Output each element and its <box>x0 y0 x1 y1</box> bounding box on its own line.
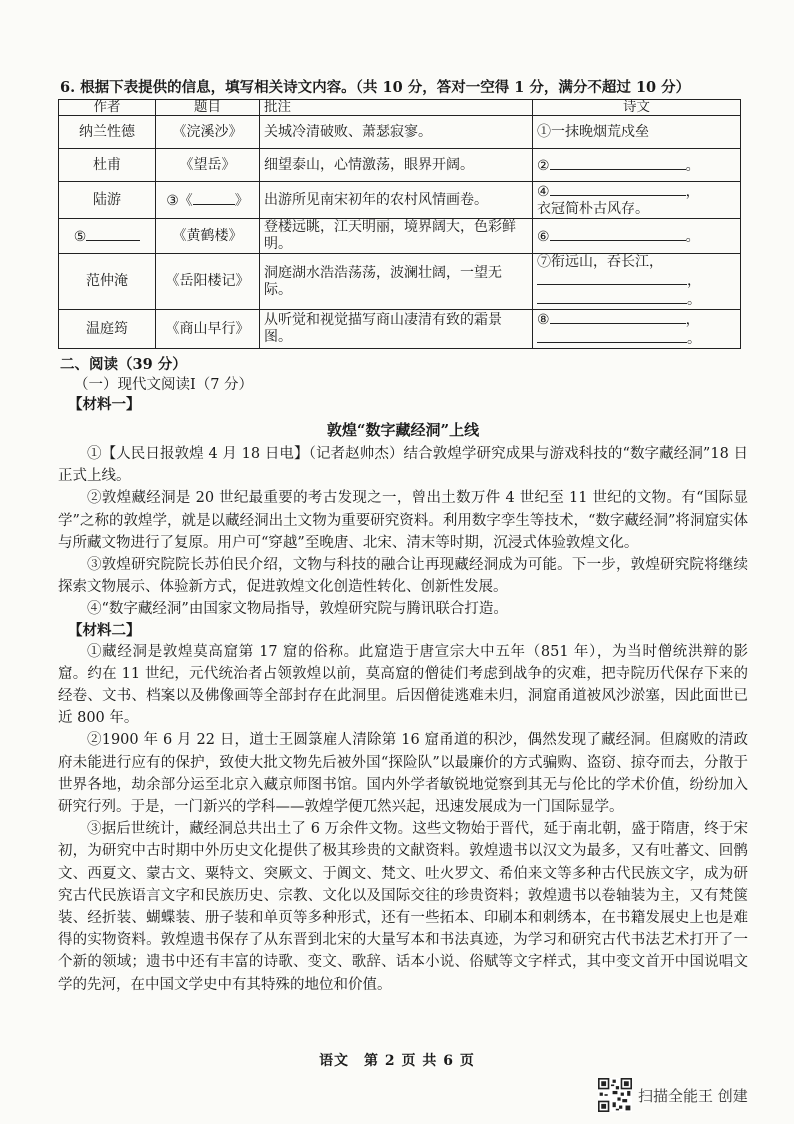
author-cell: 纳兰性德 <box>59 116 156 149</box>
poetry-fill-table <box>58 99 741 349</box>
answer-blank[interactable] <box>193 191 235 205</box>
author-cell: 范仲淹 <box>59 254 156 310</box>
title-cell: 《商山早行》 <box>156 310 260 349</box>
answer-blank[interactable] <box>537 329 687 343</box>
punct: 。 <box>687 292 701 308</box>
poem-cell <box>533 310 741 349</box>
table-header-row <box>59 100 741 116</box>
subsection-heading: （一）现代文阅读Ⅰ（7 分） <box>74 377 254 393</box>
note-cell: 细望泰山，心情激荡，眼界开阔。 <box>260 149 533 182</box>
note-cell: 洞庭湖水浩浩荡荡，波澜壮阔，一望无际。 <box>260 254 533 310</box>
article-title: 敦煌“数字藏经洞”上线 <box>326 421 480 439</box>
poem-cell <box>533 219 741 254</box>
note-cell: 从听觉和视觉描写商山凄清有致的霜景图。 <box>260 310 533 349</box>
paragraph: ①【人民日报敦煌 4 月 18 日电】（记者赵帅杰）结合敦煌学研究成果与游戏科技的“数字藏经洞”18 日正式上线。 <box>58 446 748 485</box>
page-footer: 语文 第 2 页 共 6 页 <box>319 1053 475 1069</box>
title-cell <box>156 182 260 219</box>
paragraph: ②敦煌藏经洞是 20 世纪最重要的考古发现之一，曾出土数万件 4 世纪至 11 世纪的文物。有“国际显学”之称的敦煌学，就是以藏经洞出土文物为重要研究资料。利用数字孪生等技术，“数字藏经洞”将洞窟实体与所藏文物进行了复原。用户可“穿越”至晚唐、北宋、清末等时期，沉浸式体验敦煌文化。 <box>58 490 748 551</box>
material-1-label: 【材料一】 <box>68 396 141 413</box>
blank-number: ⑥ <box>537 228 550 245</box>
punct: 。 <box>687 331 701 347</box>
poem-cell <box>533 149 741 182</box>
paragraph: ③敦煌研究院院长苏伯民介绍，文物与科技的融合让再现藏经洞成为可能。下一步，敦煌研究院将继续探索文物展示、体验新方式，促进敦煌文化创造性转化、创新性发展。 <box>58 557 748 596</box>
table-row <box>59 310 741 349</box>
table-row <box>59 254 741 310</box>
answer-blank[interactable] <box>537 271 687 285</box>
table-row <box>59 219 741 254</box>
answer-blank[interactable] <box>86 227 140 241</box>
answer-blank[interactable] <box>550 156 686 170</box>
author-cell: 陆游 <box>59 182 156 219</box>
answer-blank[interactable] <box>550 227 686 241</box>
answer-blank[interactable] <box>550 182 686 196</box>
poem-cell <box>533 254 741 310</box>
poem-line: ⑦衔远山，吞长江， <box>537 254 663 270</box>
answer-blank[interactable] <box>537 290 687 304</box>
exam-page <box>58 76 748 996</box>
section-2-heading: 二、阅读（39 分） <box>60 356 187 373</box>
blank-number: ⑤ <box>73 228 87 245</box>
watermark-text: 扫描全能王 创建 <box>638 1086 748 1105</box>
punct: ， <box>685 312 700 328</box>
question-6-heading: 6. 根据下表提供的信息，填写相关诗文内容。（共 10 分，答对一空得 1 分，满分不超过 10 分） <box>60 79 691 96</box>
answer-blank[interactable] <box>550 310 686 324</box>
blank-number: ④ <box>537 184 550 200</box>
col-poem: 诗文 <box>533 100 741 116</box>
note-cell: 关城冷清破败、萧瑟寂寥。 <box>260 116 533 149</box>
title-cell: 《黄鹤楼》 <box>156 219 260 254</box>
paragraph: ②1900 年 6 月 22 日，道士王圆箓雇人清除第 16 窟甬道的积沙，偶然发现了藏经洞。但腐败的清政府未能进行应有的保护，致使大批文物先后被外国“探险队”以最廉价的方式骗购、盗窃、掠夺而去，分散于世界各地，劫余部分运至北京入藏京师图书馆。国内外学者敏锐地觉察到其无与伦比的学术价值，纷纷加入研究行列。于是，一门新兴的学科——敦煌学便兀然兴起，迅速发展成为一门国际显学。 <box>58 732 748 816</box>
qr-code-icon <box>598 1078 632 1112</box>
poem-cell <box>533 182 741 219</box>
table-row <box>59 149 741 182</box>
material-2-label: 【材料二】 <box>68 621 141 639</box>
col-note: 批注 <box>260 100 533 116</box>
blank-number: ⑧ <box>537 312 550 328</box>
punct: 。 <box>685 228 700 245</box>
punct: ， <box>685 184 700 200</box>
title-suffix: 》 <box>234 192 249 209</box>
paragraph: ①藏经洞是敦煌莫高窟第 17 窟的俗称。此窟造于唐宣宗大中五年（851 年），为当时僧统洪辩的影窟。约在 11 世纪，元代统治者占领敦煌以前，莫高窟的僧徒们考虑到战争的灾难，把寺院历代保存下来的经卷、文书、档案以及佛像画等全部封存在此洞里。后因僧徒逃难未归，洞窟甬道被风沙淤塞，因此面世已近 800 年。 <box>58 643 748 727</box>
table-row <box>59 116 741 149</box>
col-author: 作者 <box>59 100 156 116</box>
punct: 。 <box>685 157 700 174</box>
scanner-watermark <box>598 1078 748 1112</box>
title-cell: 《望岳》 <box>156 149 260 182</box>
note-cell: 登楼远眺，江天明丽，境界阔大，色彩鲜明。 <box>260 219 533 254</box>
title-cell: 《岳阳楼记》 <box>156 254 260 310</box>
title-prefix: ③《 <box>166 192 193 209</box>
author-cell: 温庭筠 <box>59 310 156 349</box>
title-cell: 《浣溪沙》 <box>156 116 260 149</box>
punct: ， <box>687 273 701 289</box>
poem-cell: ①一抹晚烟荒戍垒 <box>533 116 741 149</box>
author-cell <box>59 219 156 254</box>
table-row <box>59 182 741 219</box>
paragraph: ④“数字藏经洞”由国家文物局指导，敦煌研究院与腾讯联合打造。 <box>87 601 508 618</box>
paragraph: ③据后世统计，藏经洞总共出土了 6 万余件文物。这些文物始于晋代，延于南北朝，盛于隋唐，终于宋初，为研究中古时期中外历史文化提供了极其珍贵的文献资料。敦煌遗书以汉文为最多，又有吐蕃文、回鹘文、西夏文、蒙古文、粟特文、突厥文、于阗文、梵文、吐火罗文、希伯来文等多种古代民族文字，成为研究古代民族语言文字和民族历史、宗教、文化以及国际交往的珍贵资料；敦煌遗书以卷轴装为主，又有梵箧装、经折装、蝴蝶装、册子装和单页等多种形式，还有一些拓本、印刷本和刺绣本，在书籍发展史上也是难得的实物资料。敦煌遗书保存了从东晋到北宋的大量写本和书法真迹，为学习和研究古代书法艺术打开了一个新的领域；遗书中还有丰富的诗歌、变文、歌辞、话本小说、俗赋等文字样式，其中变文首开中国说唱文学的先河，在中国文学史中有其特殊的地位和价值。 <box>58 821 748 993</box>
author-cell: 杜甫 <box>59 149 156 182</box>
note-cell: 出游所见南宋初年的农村风情画卷。 <box>260 182 533 219</box>
poem-line: 衣冠简朴古风存。 <box>537 201 649 217</box>
col-title: 题目 <box>156 100 260 116</box>
blank-number: ② <box>537 157 550 174</box>
